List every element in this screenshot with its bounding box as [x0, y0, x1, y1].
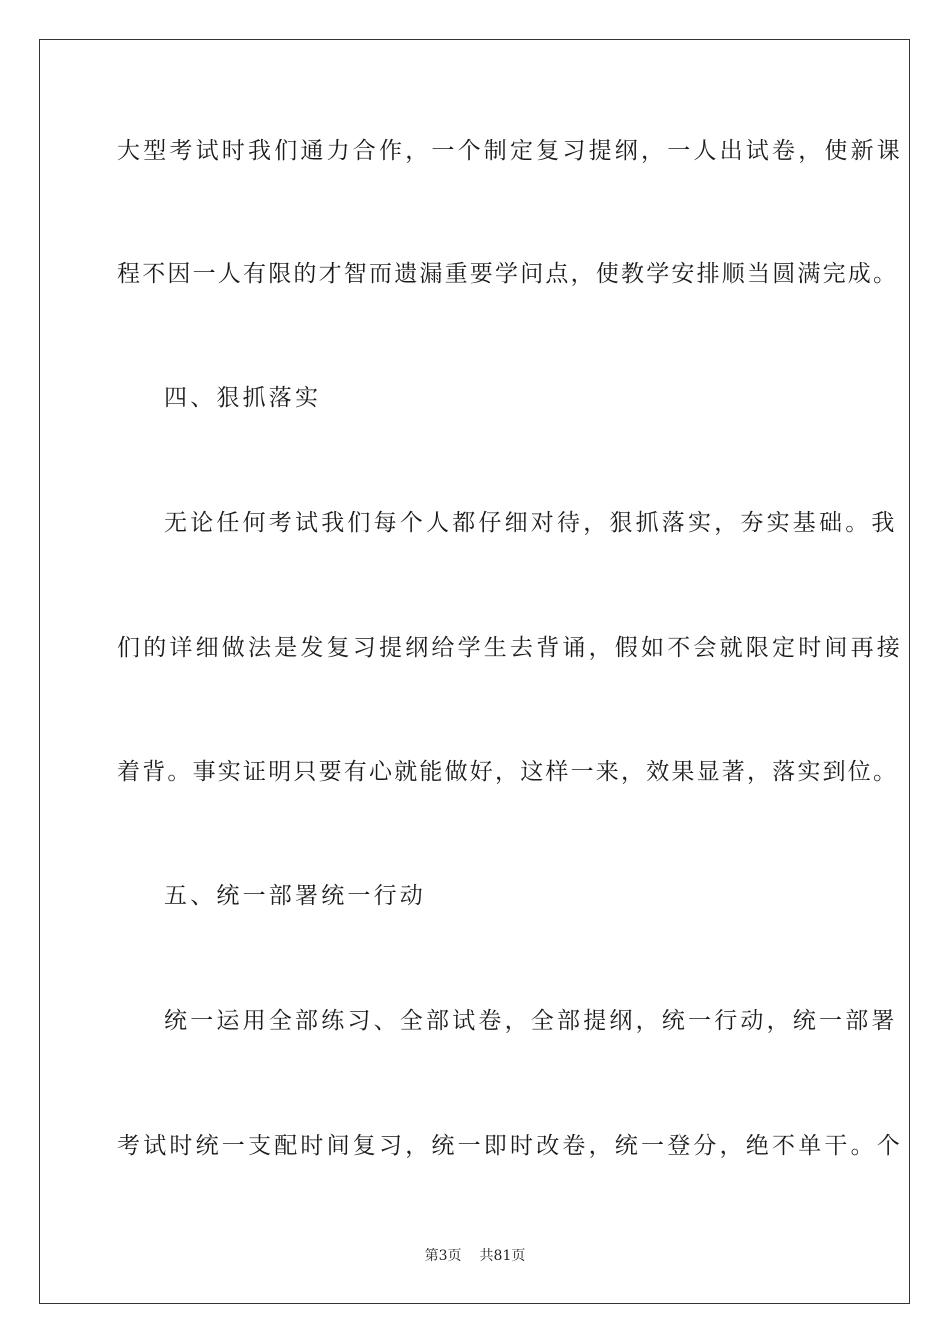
page-footer [0, 1247, 950, 1265]
body-line-2: 程不因一人有限的才智而遗漏重要学问点，使教学安排顺当圆满完成。 [117, 261, 899, 287]
body-line-3: 无论任何考试我们每个人都仔细对待，狠抓落实，夯实基础。我 [164, 510, 898, 536]
body-line-6: 统一运用全部练习、全部试卷，全部提纲，统一行动，统一部署 [164, 1008, 898, 1034]
body-line-4: 们的详细做法是发复习提纲给学生去背诵，假如不会就限定时间再接 [117, 635, 903, 661]
body-line-1: 大型考试时我们通力合作，一个制定复习提纲，一人出试卷，使新课 [117, 138, 903, 164]
section-heading-5: 五、统一部署统一行动 [164, 883, 426, 909]
page-border [39, 39, 910, 1304]
body-line-7: 考试时统一支配时间复习，统一即时改卷，统一登分，绝不单干。个 [117, 1133, 903, 1159]
body-line-5: 着背。事实证明只要有心就能做好，这样一来，效果显著，落实到位。 [117, 759, 899, 785]
section-heading-4: 四、狠抓落实 [164, 385, 322, 411]
page-number: 第3页 [424, 1248, 462, 1264]
page-total: 共81页 [479, 1248, 526, 1264]
